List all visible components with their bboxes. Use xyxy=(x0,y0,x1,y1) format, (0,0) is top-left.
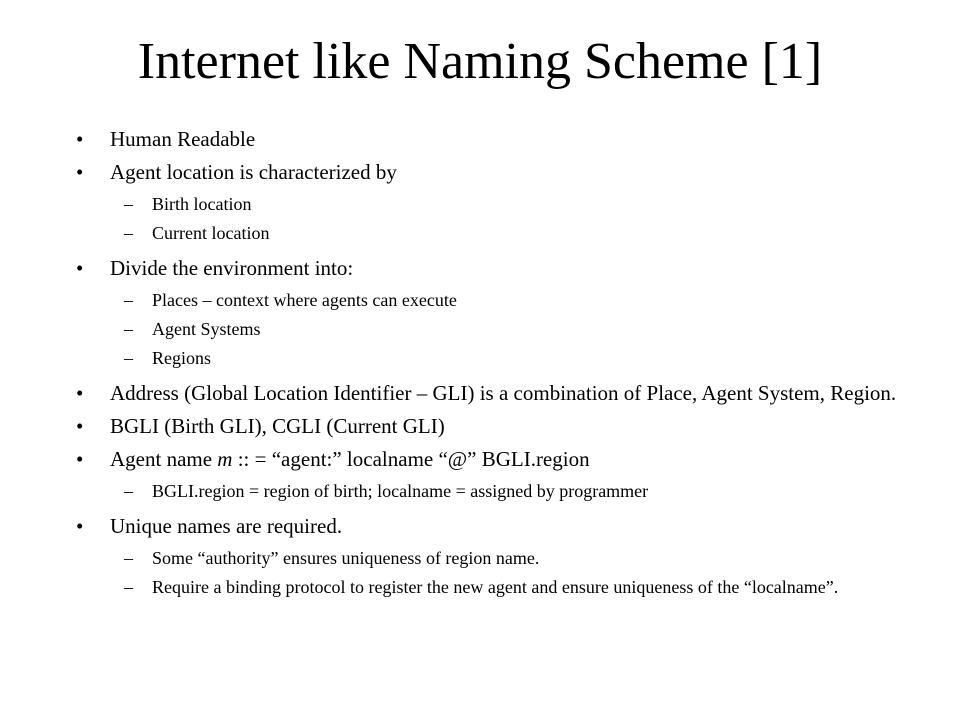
sub-item-binding-protocol xyxy=(76,577,916,597)
dash-mark: – xyxy=(124,194,133,214)
dash-mark: – xyxy=(124,577,133,597)
bullet-mark: • xyxy=(76,414,84,438)
dash-mark: – xyxy=(124,290,133,310)
bullet-agent-location xyxy=(76,161,916,184)
sub-item-birth-location xyxy=(76,194,916,214)
bullet-human-readable xyxy=(76,128,916,151)
slide-title: Internet like Naming Scheme [1] xyxy=(137,33,823,90)
sub-item-regions xyxy=(76,348,916,368)
sub-item-text: Regions xyxy=(152,348,212,368)
bullet-mark: • xyxy=(76,160,84,184)
bullet-bgli-cgli xyxy=(76,415,916,438)
sub-item-authority xyxy=(76,548,916,568)
sub-item-text: Require a binding protocol to register the new agent and ensure uniqueness of the “localname”. xyxy=(152,577,839,597)
bullet-text-variable: m xyxy=(217,447,233,471)
bullet-text: Address (Global Location Identifier – GLI) is a combination of Place, Agent System, Region. xyxy=(110,381,897,405)
bullet-text: BGLI (Birth GLI), CGLI (Current GLI) xyxy=(110,414,445,438)
bullet-address-gli xyxy=(76,382,916,405)
sub-item-text: Some “authority” ensures uniqueness of region name. xyxy=(152,548,540,568)
dash-mark: – xyxy=(124,548,133,568)
bullet-agent-name xyxy=(76,448,916,471)
sub-item-agent-systems xyxy=(76,319,916,339)
slide-content xyxy=(76,128,916,606)
sub-item-current-location xyxy=(76,223,916,243)
dash-mark: – xyxy=(124,348,133,368)
sub-item-text: Agent Systems xyxy=(152,319,261,339)
bullet-mark: • xyxy=(76,256,84,280)
bullet-mark: • xyxy=(76,127,84,151)
sub-item-text: Current location xyxy=(152,223,270,243)
sub-item-text: BGLI.region = region of birth; localname = assigned by programmer xyxy=(152,481,649,501)
dash-mark: – xyxy=(124,223,133,243)
bullet-text: Human Readable xyxy=(110,127,256,151)
sub-item-text: Places – context where agents can execute xyxy=(152,290,457,310)
bullet-mark: • xyxy=(76,514,84,538)
bullet-text-prefix: Agent name xyxy=(110,447,218,471)
bullet-mark: • xyxy=(76,447,84,471)
sub-item-places xyxy=(76,290,916,310)
sub-item-text: Birth location xyxy=(152,194,252,214)
dash-mark: – xyxy=(124,319,133,339)
bullet-unique-names xyxy=(76,515,916,538)
dash-mark: – xyxy=(124,481,133,501)
bullet-text: Unique names are required. xyxy=(110,514,343,538)
bullet-mark: • xyxy=(76,381,84,405)
bullet-text: Agent location is characterized by xyxy=(110,160,397,184)
bullet-divide-environment xyxy=(76,257,916,280)
bullet-text-suffix: :: = “agent:” localname “@” BGLI.region xyxy=(232,447,590,471)
bullet-text: Divide the environment into: xyxy=(110,256,354,280)
sub-item-bgli-region xyxy=(76,481,916,501)
